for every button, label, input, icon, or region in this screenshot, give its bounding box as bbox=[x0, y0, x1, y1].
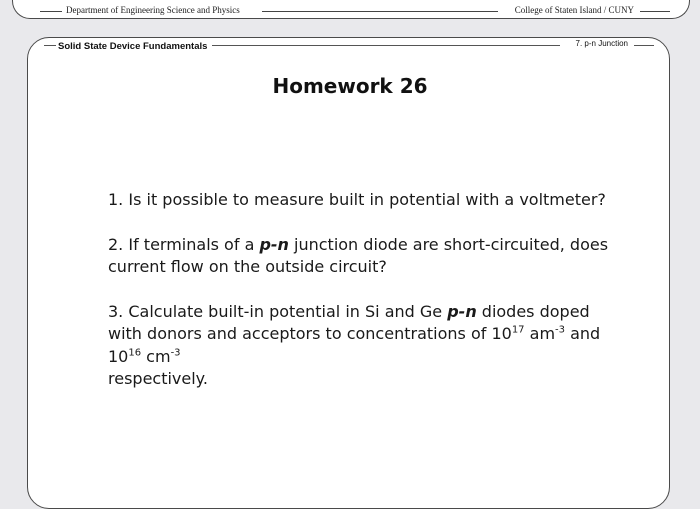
header-rule-right bbox=[640, 11, 670, 12]
question-list bbox=[108, 189, 628, 413]
course-title: Solid State Device Fundamentals bbox=[58, 41, 208, 52]
question-3: 3. Calculate built-in potential in Si and Ge p-n diodes doped with donors and acceptors to concentrations of $10^{17}$ $am^{-3}$ and $10^{16}$ $cm^{-3}$ respectively. bbox=[108, 301, 601, 388]
header-rule bbox=[262, 11, 498, 12]
header-rule-left bbox=[40, 11, 62, 12]
chapter-label: 7. p-n Junction bbox=[575, 39, 628, 48]
homework-title: Homework 26 bbox=[272, 74, 428, 98]
course-rule bbox=[212, 45, 560, 46]
question-2: 2. If terminals of a p-n junction diode are short-circuited, does current flow on the outside circuit? bbox=[108, 234, 609, 276]
course-rule-right bbox=[634, 45, 654, 46]
course-rule-left bbox=[44, 45, 56, 46]
college-header: College of Staten Island / CUNY bbox=[514, 5, 634, 15]
department-header: Department of Engineering Science and Physics bbox=[66, 5, 240, 15]
question-1: 1. Is it possible to measure built in potential with a voltmeter? bbox=[108, 190, 606, 209]
